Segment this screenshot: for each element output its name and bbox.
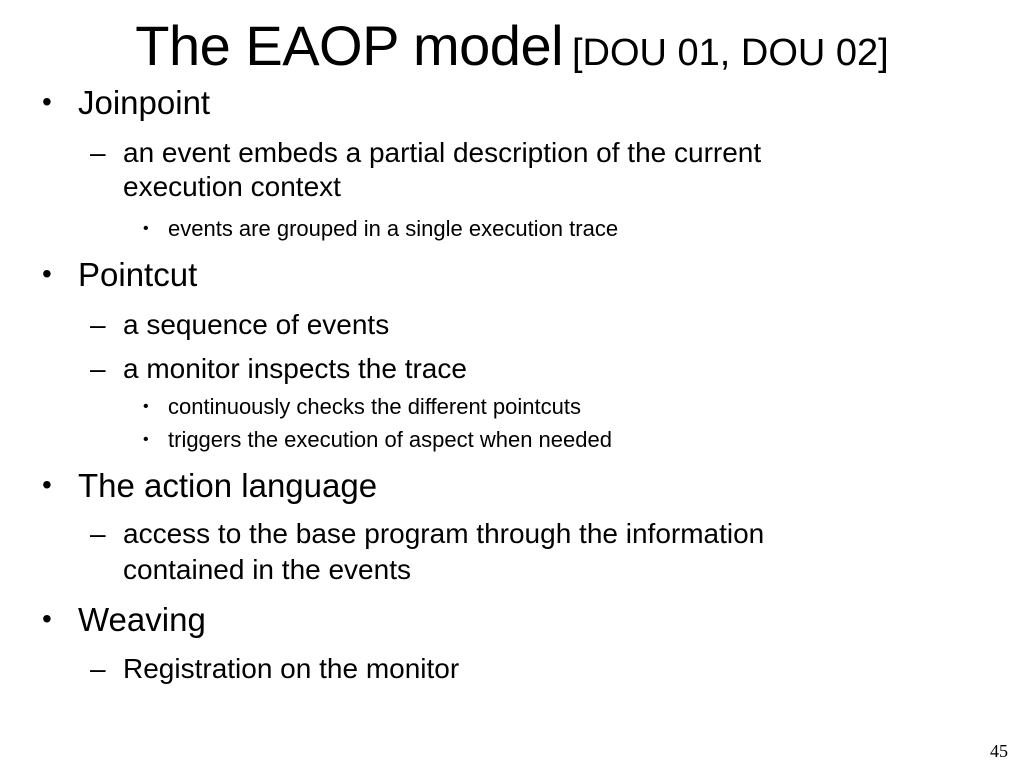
sub-bullet-text: access to the base program through the information: [123, 518, 765, 549]
bullet-marker: •: [42, 258, 52, 289]
note-marker: •: [143, 220, 149, 237]
bullet-text: Pointcut: [78, 256, 198, 293]
dash-marker: –: [90, 309, 106, 340]
note-text: continuously checks the different pointcuts: [168, 394, 581, 419]
dash-marker: –: [90, 518, 106, 549]
sub-bullet-text: Registration on the monitor: [123, 653, 460, 684]
bullet-text: Joinpoint: [78, 84, 211, 121]
sub-bullet-text: a monitor inspects the trace: [123, 353, 467, 384]
bullet-text: Weaving: [78, 601, 206, 638]
note-text: triggers the execution of aspect when needed: [168, 427, 612, 452]
bullet-marker: •: [42, 603, 52, 634]
slide-title-main: The EAOP model: [135, 14, 564, 77]
sub-bullet-text: contained in the events: [123, 554, 411, 585]
dash-marker: –: [90, 653, 106, 684]
dash-marker: –: [90, 137, 106, 168]
slide-title: [0, 14, 1024, 77]
note-text: events are grouped in a single execution trace: [168, 216, 619, 241]
slide-title-reference: [DOU 01, DOU 02]: [571, 32, 889, 74]
bullet-text: The action language: [78, 467, 378, 504]
note-marker: •: [143, 398, 149, 415]
sub-bullet-text: a sequence of events: [123, 309, 390, 340]
page-number: 45: [990, 741, 1008, 761]
sub-bullet-text: execution context: [123, 171, 341, 202]
note-marker: •: [143, 431, 149, 448]
bullet-marker: •: [42, 86, 52, 117]
sub-bullet-text: an event embeds a partial description of the current: [123, 137, 762, 168]
dash-marker: –: [90, 353, 106, 384]
bullet-marker: •: [42, 469, 52, 500]
